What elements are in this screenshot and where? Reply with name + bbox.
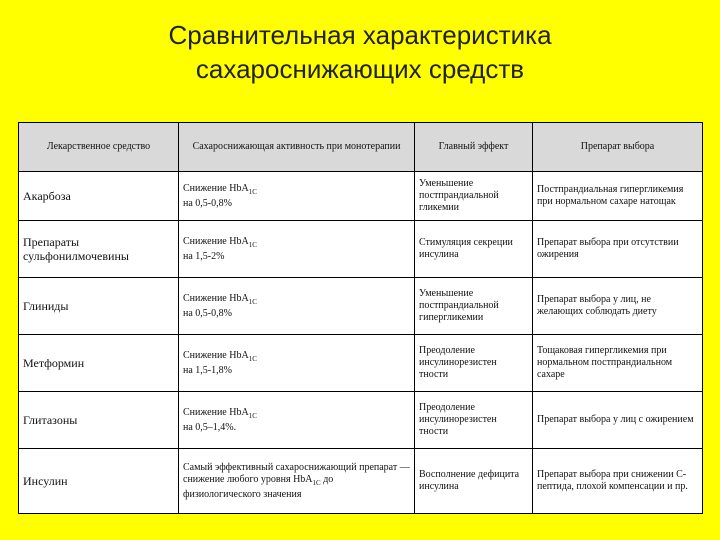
- activity-cell: [179, 335, 415, 392]
- choice-cell: Препарат выбора при отсутствии ожирения: [533, 221, 703, 278]
- comparison-table: [18, 122, 703, 514]
- slide-title-line-1: Сравнительная характеристика: [168, 20, 552, 50]
- effect-cell: Уменьшение постпрандиальной гликемии: [415, 172, 533, 221]
- activity-suffix: на 1,5-2%: [183, 250, 225, 262]
- activity-cell: [179, 449, 415, 514]
- choice-cell: Тощаковая гипергликемия при нормальном постпрандиальном сахаре: [533, 335, 703, 392]
- table-row: [19, 172, 703, 221]
- drug-cell: Акарбоза: [19, 172, 179, 221]
- effect-cell: Восполнение дефицита инсулина: [415, 449, 533, 514]
- activity-prefix: Снижение HbA: [183, 349, 249, 361]
- effect-cell: Стимуляция секреции инсулина: [415, 221, 533, 278]
- choice-cell: Препарат выбора у лиц с ожирением: [533, 392, 703, 449]
- choice-cell: Постпрандиальная гипергликемия при нормальном сахаре натощак: [533, 172, 703, 221]
- activity-subscript: 1C: [248, 411, 257, 420]
- activity-subscript: 1C: [248, 187, 257, 196]
- effect-cell: Преодоление инсулинорезистен тности: [415, 335, 533, 392]
- activity-subscript: 1C: [248, 240, 257, 249]
- activity-cell: [179, 221, 415, 278]
- activity-prefix: Снижение HbA: [183, 235, 249, 247]
- drug-cell: Инсулин: [19, 449, 179, 514]
- activity-suffix: до физиологического значения: [183, 473, 334, 500]
- activity-cell: [179, 172, 415, 221]
- table-row: [19, 221, 703, 278]
- drug-cell: Глиниды: [19, 278, 179, 335]
- activity-prefix: Самый эффективный сахароснижающий препарат — снижение любого уровня HbA: [183, 461, 410, 485]
- effect-cell: Преодоление инсулинорезистен тности: [415, 392, 533, 449]
- header-drug: Лекарственное средство: [19, 123, 179, 172]
- slide-title: [0, 18, 720, 86]
- activity-prefix: Снижение HbA: [183, 406, 249, 418]
- activity-prefix: Снижение HbA: [183, 182, 249, 194]
- choice-cell: Препарат выбора при снижении С-пептида, плохой компенсации и пр.: [533, 449, 703, 514]
- table-row: [19, 392, 703, 449]
- effect-cell: Уменьшение постпрандиальной гипергликемии: [415, 278, 533, 335]
- activity-subscript: 1C: [312, 478, 321, 487]
- header-choice: Препарат выбора: [533, 123, 703, 172]
- choice-cell: Препарат выбора у лиц, не желающих соблюдать диету: [533, 278, 703, 335]
- activity-suffix: на 1,5-1,8%: [183, 364, 232, 376]
- drug-cell: Глитазоны: [19, 392, 179, 449]
- activity-suffix: на 0,5-0,8%: [183, 197, 232, 209]
- activity-suffix: на 0,5–1,4%.: [183, 421, 237, 433]
- activity-cell: [179, 392, 415, 449]
- drug-cell: Метформин: [19, 335, 179, 392]
- drug-cell: Препараты сульфонилмочевины: [19, 221, 179, 278]
- table-header-row: [19, 123, 703, 172]
- activity-cell: [179, 278, 415, 335]
- activity-prefix: Снижение HbA: [183, 292, 249, 304]
- activity-suffix: на 0,5-0,8%: [183, 307, 232, 319]
- activity-subscript: 1C: [248, 354, 257, 363]
- slide-title-line-2: сахароснижающих средств: [195, 54, 525, 84]
- table-row: [19, 335, 703, 392]
- table-row: [19, 449, 703, 514]
- header-activity: Сахароснижающая активность при монотерапии: [179, 123, 415, 172]
- table-row: [19, 278, 703, 335]
- activity-subscript: 1C: [248, 297, 257, 306]
- header-effect: Главный эффект: [415, 123, 533, 172]
